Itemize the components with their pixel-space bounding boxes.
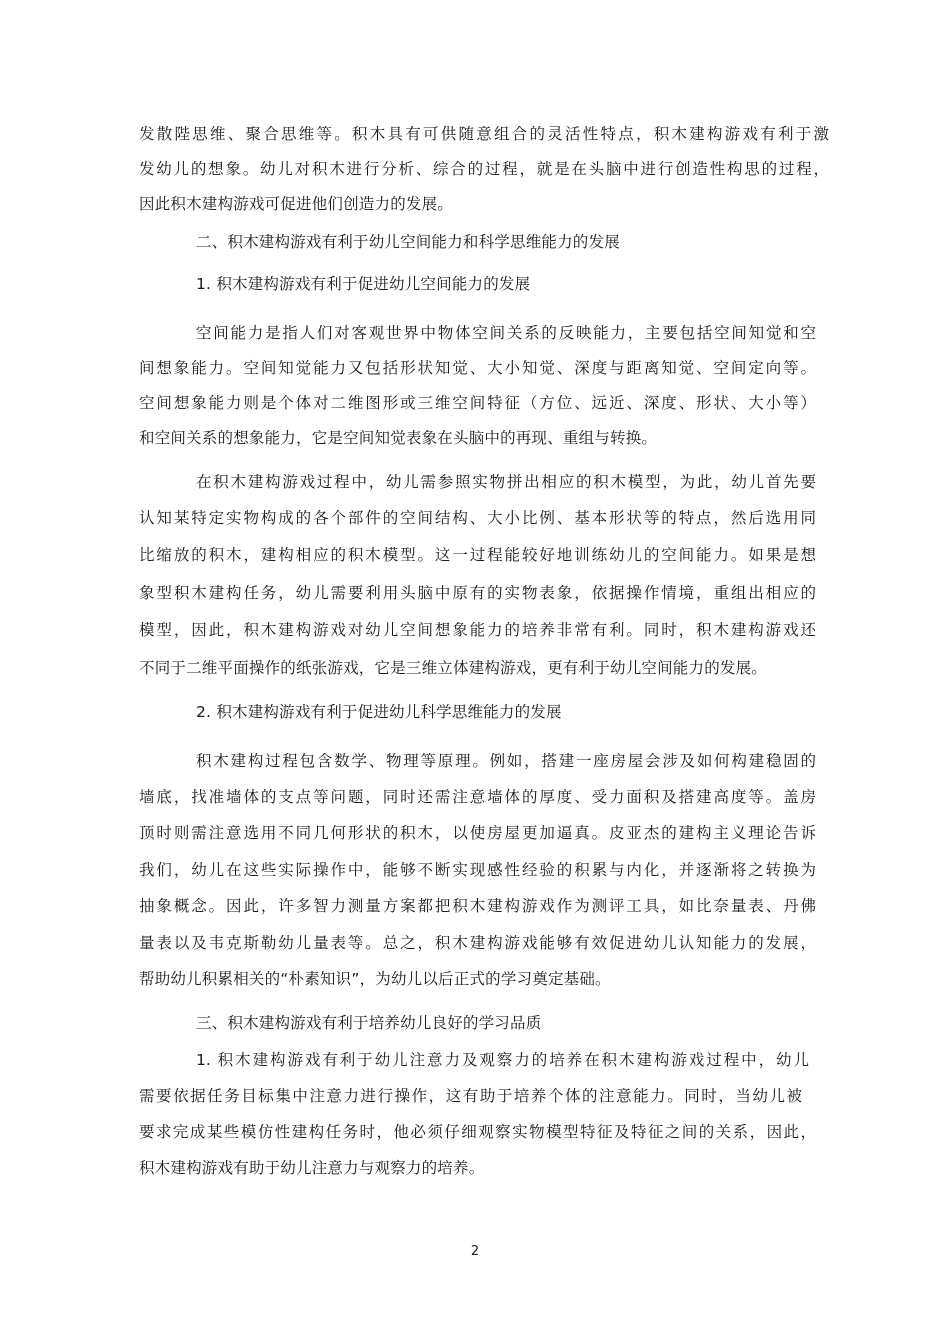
paragraph-line: 发幼儿的想象。幼儿对积木进行分析、综合的过程，就是在头脑中进行创造性构思的过程，: [139, 160, 829, 178]
paragraph-line: 我们，幼儿在这些实际操作中，能够不断实现感性经验的积累与内化，并逐渐将之转换为: [139, 861, 816, 879]
paragraph-line: 象型积木建构任务，幼儿需要利用头脑中原有的实物表象，依据操作情境，重组出相应的: [139, 584, 816, 602]
paragraph-line: 墙底，找准墙体的支点等问题，同时还需注意墙体的厚度、受力面积及搭建高度等。盖房: [139, 788, 816, 806]
paragraph-line: 量表以及韦克斯勒幼儿量表等。总之，积木建构游戏能够有效促进幼儿认知能力的发展，: [139, 934, 816, 952]
paragraph-line: 顶时则需注意选用不同几何形状的积木，以使房屋更加逼真。皮亚杰的建构主义理论告诉: [139, 824, 816, 842]
paragraph-line: 空间想象能力则是个体对二维图形或三维空间特征（方位、远近、深度、形状、大小等）: [139, 394, 816, 412]
paragraph-line: 需要依据任务目标集中注意力进行操作，这有助于培养个体的注意能力。同时，当幼儿被: [139, 1087, 802, 1105]
paragraph-line: 认知某特定实物构成的各个部件的空间结构、大小比例、基本形状等的特点，然后选用同: [139, 509, 816, 527]
paragraph-line: 和空间关系的想象能力，它是空间知觉表象在头脑中的再现、重组与转换。: [139, 429, 658, 447]
paragraph-line: 因此积木建构游戏可促进他们创造力的发展。: [139, 195, 454, 213]
paragraph-line: 帮助幼儿积累相关的“朴素知识”，为幼儿以后正式的学习奠定基础。: [139, 970, 611, 988]
subsection-heading: 2. 积木建构游戏有利于促进幼儿科学思维能力的发展: [196, 703, 562, 721]
paragraph-line: 间想象能力。空间知觉能力又包括形状知觉、大小知觉、深度与距离知觉、空间定向等。: [139, 359, 816, 377]
paragraph-line: 在积木建构游戏过程中，幼儿需参照实物拼出相应的积木模型，为此，幼儿首先要: [196, 473, 816, 491]
paragraph-line: 发散陛思维、聚合思维等。积木具有可供随意组合的灵活性特点，积木建构游戏有利于激: [139, 125, 829, 143]
paragraph-line: 要求完成某些模仿性建构任务时，他必须仔细观察实物模型特征及特征之间的关系，因此，: [139, 1123, 816, 1141]
paragraph-line: 1. 积木建构游戏有利于幼儿注意力及观察力的培养在积木建构游戏过程中，幼儿: [196, 1051, 809, 1069]
section-heading: 三、积木建构游戏有利于培养幼儿良好的学习品质: [196, 1014, 542, 1032]
paragraph-line: 积木建构过程包含数学、物理等原理。例如，搭建一座房屋会涉及如何构建稳固的: [196, 752, 816, 770]
paragraph-line: 模型，因此，积木建构游戏对幼儿空间想象能力的培养非常有利。同时，积木建构游戏还: [139, 621, 816, 639]
subsection-heading: 1. 积木建构游戏有利于促进幼儿空间能力的发展: [196, 275, 531, 293]
paragraph-line: 抽象概念。因此，许多智力测量方案都把积木建构游戏作为测评工具，如比奈量表、丹佛: [139, 897, 816, 915]
paragraph-line: 比缩放的积木，建构相应的积木模型。这一过程能较好地训练幼儿的空间能力。如果是想: [139, 546, 816, 564]
paragraph-line: 不同于二维平面操作的纸张游戏，它是三维立体建构游戏，更有利于幼儿空间能力的发展。: [139, 659, 768, 677]
section-heading: 二、积木建构游戏有利于幼儿空间能力和科学思维能力的发展: [196, 233, 620, 251]
paragraph-line: 积木建构游戏有助于幼儿注意力与观察力的培养。: [139, 1159, 485, 1177]
paragraph-line: 空间能力是指人们对客观世界中物体空间关系的反映能力，主要包括空间知觉和空: [196, 324, 816, 342]
page-number: 2: [470, 1244, 480, 1259]
